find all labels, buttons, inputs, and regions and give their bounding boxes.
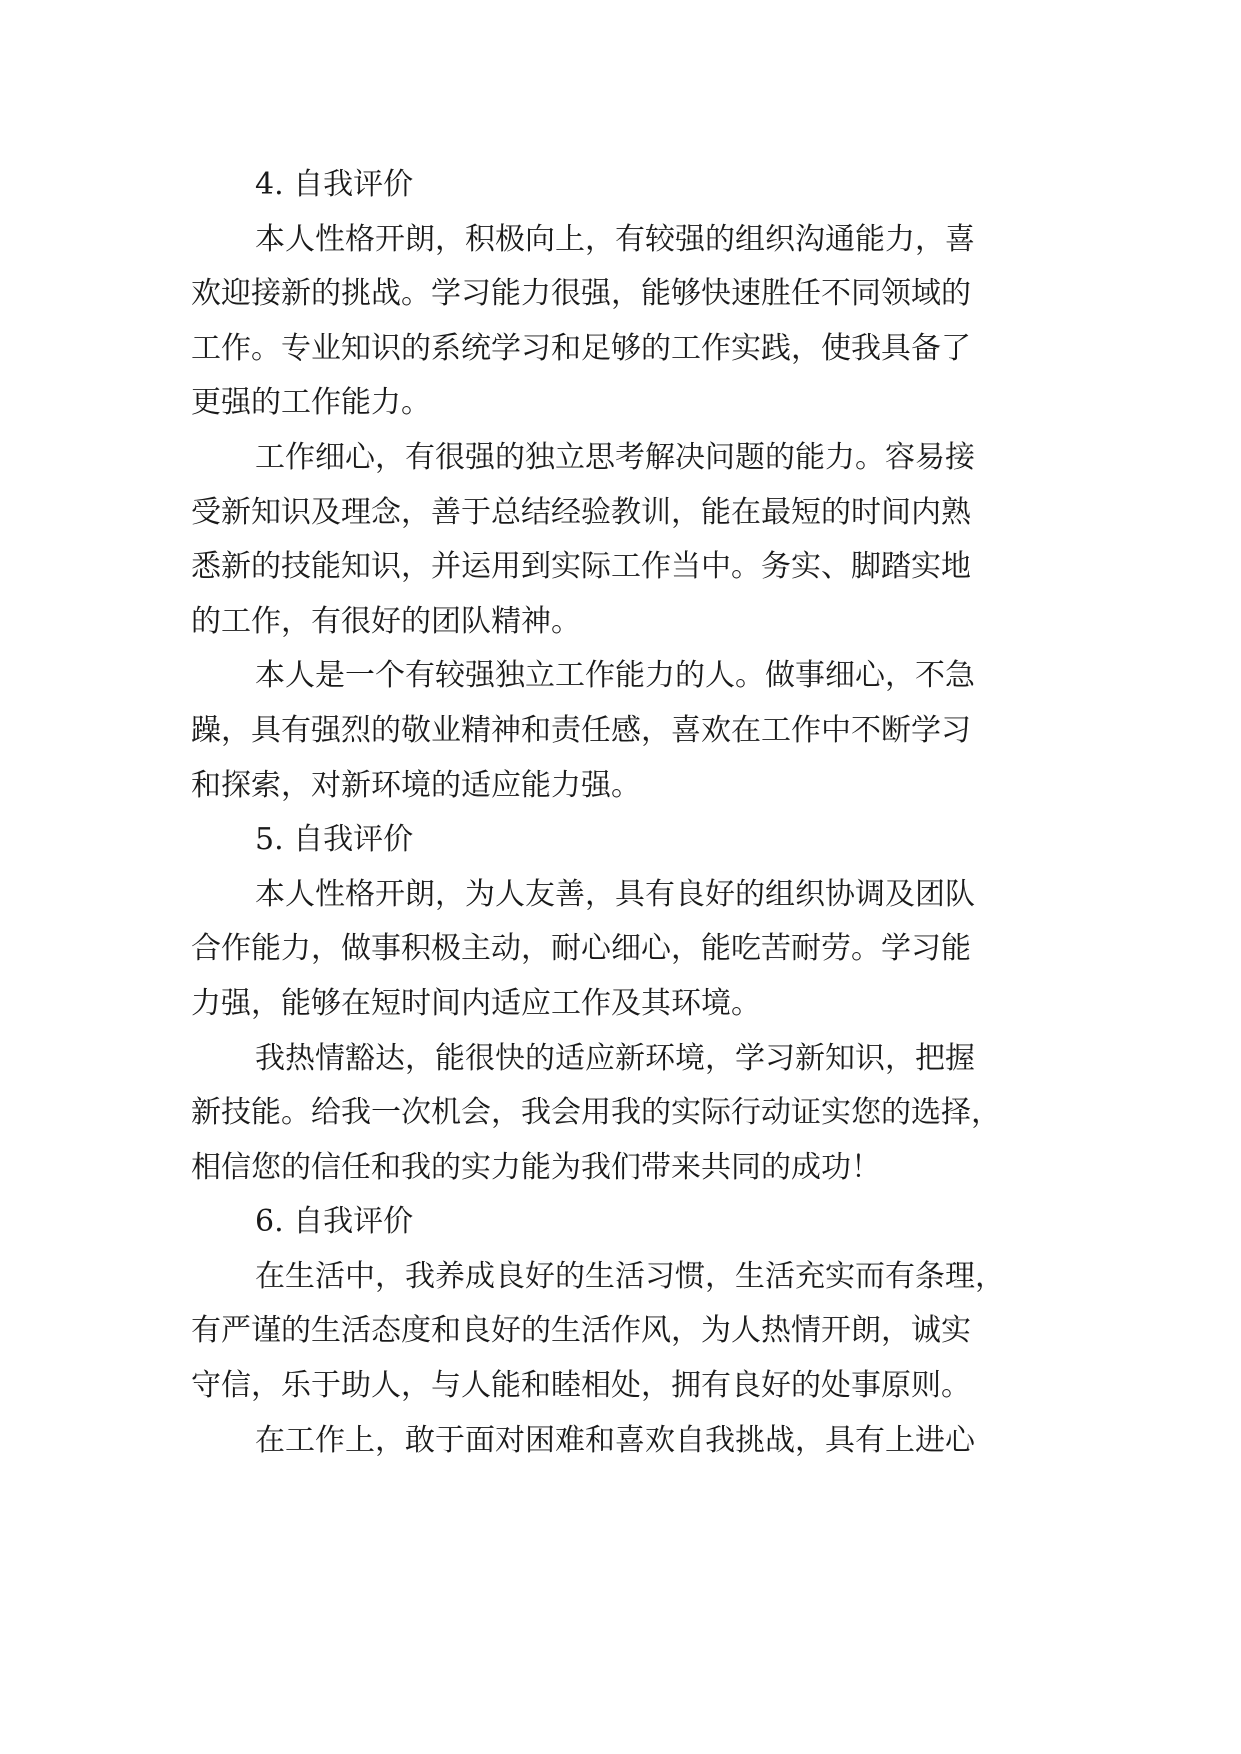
text-line: 力强，能够在短时间内适应工作及其环境。 [191, 985, 761, 1021]
paragraph [191, 868, 1051, 1032]
text-line: 在生活中，我养成良好的生活习惯，生活充实而有条理， [255, 1258, 1005, 1294]
text-line: 悉新的技能知识，并运用到实际工作当中。务实、脚踏实地 [191, 549, 971, 585]
text-line: 新技能。给我一次机会，我会用我的实际行动证实您的选择， [191, 1095, 1001, 1131]
text-line: 有严谨的生活态度和良好的生活作风，为人热情开朗，诚实 [191, 1313, 971, 1349]
text-line: 受新知识及理念，善于总结经验教训，能在最短的时间内熟 [191, 494, 971, 530]
document-body [191, 158, 1051, 1468]
text-line: 工作。专业知识的系统学习和足够的工作实践，使我具备了 [191, 330, 971, 366]
section-heading: 4. 自我评价 [255, 167, 414, 202]
text-line: 躁，具有强烈的敬业精神和责任感，喜欢在工作中不断学习 [191, 712, 971, 748]
section-heading: 6. 自我评价 [255, 1204, 414, 1240]
text-line: 在工作上，敢于面对困难和喜欢自我挑战，具有上进心 [255, 1422, 975, 1458]
paragraph [191, 431, 1051, 649]
text-line: 工作细心，有很强的独立思考解决问题的能力。容易接 [255, 439, 975, 475]
text-line: 本人性格开朗，积极向上，有较强的组织沟通能力，喜 [255, 221, 975, 257]
text-line: 守信，乐于助人，与人能和睦相处，拥有良好的处事原则。 [191, 1368, 971, 1404]
text-line: 欢迎接新的挑战。学习能力很强，能够快速胜任不同领域的 [191, 276, 971, 312]
text-line: 我热情豁达，能很快的适应新环境，学习新知识，把握 [255, 1040, 975, 1076]
text-line: 合作能力，做事积极主动，耐心细心，能吃苦耐劳。学习能 [191, 931, 971, 967]
paragraph [191, 213, 1051, 431]
paragraph [191, 1414, 1051, 1469]
text-line: 本人性格开朗，为人友善，具有良好的组织协调及团队 [255, 876, 975, 912]
text-line: 和探索，对新环境的适应能力强。 [191, 767, 641, 803]
paragraph [191, 1032, 1051, 1196]
text-line: 的工作，有很好的团队精神。 [191, 603, 581, 639]
section-heading: 5. 自我评价 [255, 822, 414, 858]
text-line: 本人是一个有较强独立工作能力的人。做事细心，不急 [255, 658, 975, 694]
paragraph [191, 649, 1051, 813]
paragraph [191, 1250, 1051, 1414]
text-line: 相信您的信任和我的实力能为我们带来共同的成功！ [191, 1149, 881, 1185]
text-line: 更强的工作能力。 [191, 385, 431, 421]
